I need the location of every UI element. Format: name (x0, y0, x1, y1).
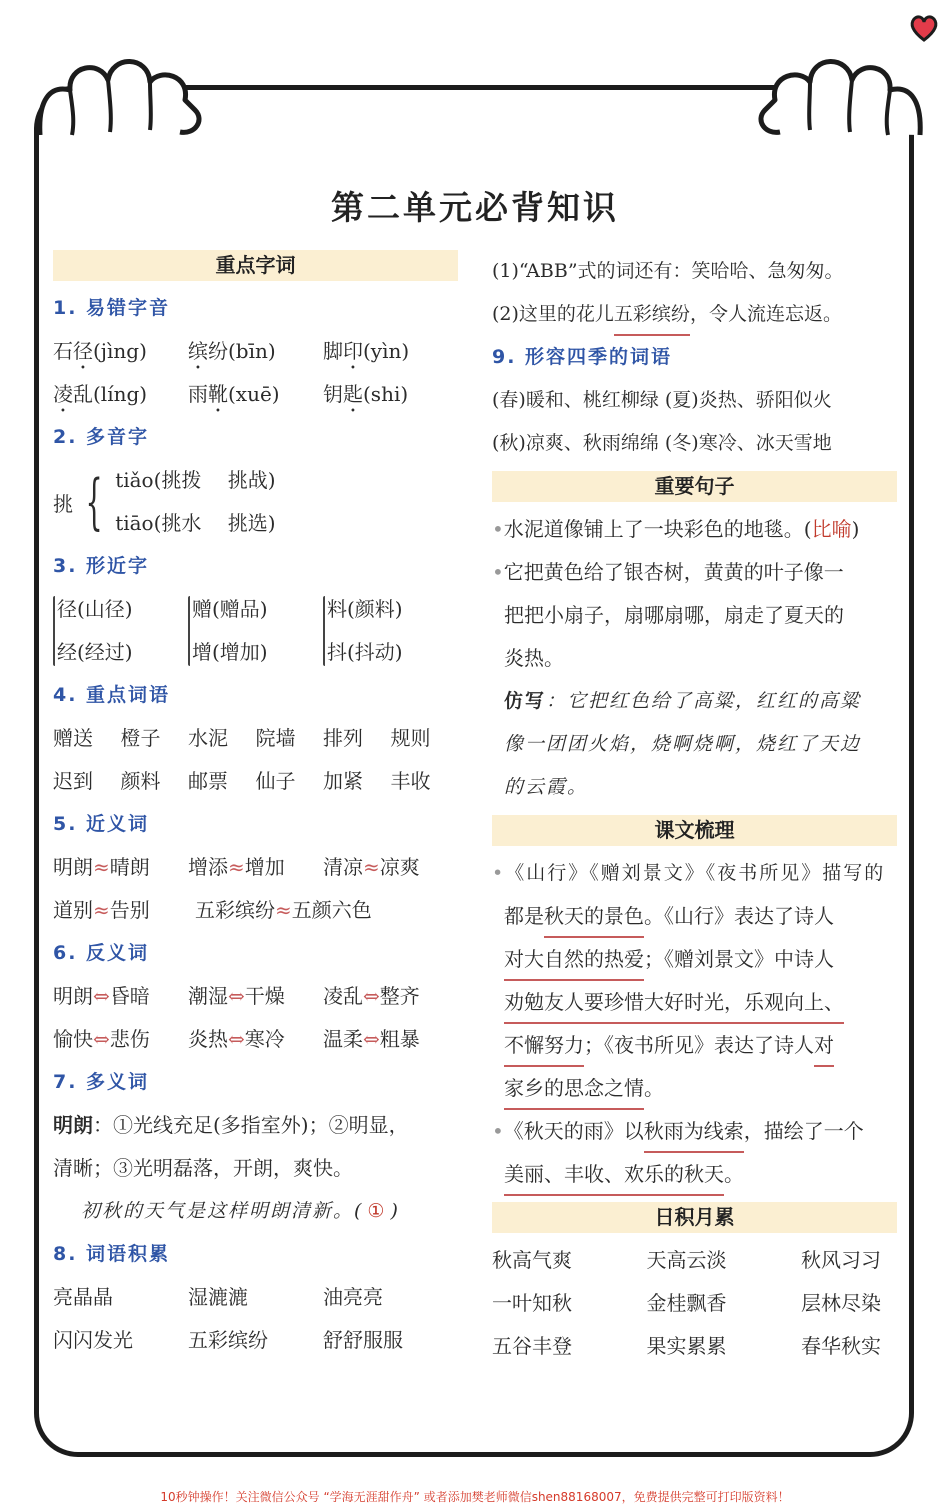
heading-antonyms: 6. 反义词 (53, 942, 150, 964)
idiom: 金桂飘香 (646, 1291, 727, 1315)
word-item: 石径(jìng) (53, 339, 147, 363)
summary-text: 。 (644, 1076, 664, 1100)
idiom: 秋高气爽 (492, 1248, 572, 1272)
phrase: 橙子 (120, 726, 161, 750)
phrase: 水泥 (188, 726, 228, 750)
phrase: 加紧 (323, 769, 363, 793)
summary-line (492, 1110, 897, 1153)
phrase: 仙子 (255, 769, 296, 793)
summary-underline: 对大自然的热爱 (504, 938, 644, 981)
antonym-pair: 明朗⇔昏暗 (53, 984, 150, 1008)
phrase: 院墙 (255, 726, 296, 750)
heading-seasons: 9. 形容四季的词语 (492, 346, 673, 368)
summary-underline: 不懈努力 (504, 1024, 584, 1067)
word-bank-item: 闪闪发光 (53, 1328, 133, 1352)
word-bank-item: 油亮亮 (323, 1285, 383, 1309)
summary-line (492, 1153, 897, 1196)
bullet-icon: • (492, 560, 504, 584)
summary-line (492, 852, 897, 895)
summary-underline: 美丽、丰收、欢乐的秋天 (504, 1153, 724, 1196)
word-bank-item: 五彩缤纷 (188, 1328, 268, 1352)
similar-char: 增(增加) (192, 640, 268, 664)
figure-of-speech-tag: 比喻 (811, 517, 852, 541)
antonym-row (53, 975, 458, 1018)
synonym-row (53, 889, 458, 932)
section-band-sentences: 重要句子 (492, 471, 897, 502)
example-text: 初秋的天气是这样明朗清新。( (81, 1200, 364, 1222)
word-item: 雨靴(xuē) (188, 382, 280, 406)
phrase: 迟到 (53, 769, 93, 793)
word-bank-row (53, 1276, 458, 1319)
brace-icon (53, 596, 55, 666)
antonym-pair: 凌乱⇔整齐 (323, 984, 420, 1008)
pronunciation-row (53, 330, 458, 373)
synonym-pair: 五彩缤纷≈五颜六色 (195, 898, 372, 922)
similar-char: 经(经过) (57, 640, 133, 664)
phrase: 丰收 (390, 769, 431, 793)
idiom-row (492, 1239, 897, 1282)
summary-text: 《秋天的雨》以 (503, 1119, 644, 1143)
key-phrases-row (53, 760, 458, 803)
summary-underline: 秋天的景色 (544, 895, 644, 938)
idiom: 一叶知秋 (492, 1291, 572, 1315)
section-band-key-words: 重点字词 (53, 250, 458, 281)
similar-char: 料(颜料) (327, 597, 403, 621)
heading-word-bank: 8. 词语积累 (53, 1243, 171, 1265)
polysemy-definition (53, 1104, 458, 1147)
sentence-close: ) (851, 517, 860, 541)
polyphone-char: 挑 (53, 491, 73, 516)
idiom: 果实累累 (646, 1334, 727, 1358)
word-bank-item: 湿漉漉 (188, 1285, 248, 1309)
abb-line (492, 293, 897, 336)
polyphone-line: tiāo(挑水 挑选) (115, 511, 276, 535)
similar-char: 抖(抖动) (327, 640, 403, 664)
summary-text: ；《夜书所见》表达了诗人 (584, 1033, 814, 1057)
heading-similar-chars: 3. 形近字 (53, 555, 150, 577)
example-close: ) (390, 1200, 400, 1222)
sentence-line (492, 508, 897, 551)
similar-chars-group (323, 588, 458, 674)
polyphone-group (53, 459, 458, 545)
synonym-pair: 明朗≈晴朗 (53, 855, 150, 879)
similar-chars-group (53, 588, 188, 674)
word-item: 钥匙(shi) (323, 382, 409, 406)
heart-icon (908, 12, 940, 44)
left-column (53, 250, 458, 1362)
pronunciation-row (53, 373, 458, 416)
idiom-row (492, 1282, 897, 1325)
sentence-line: 把把小扇子，扇哪扇哪，扇走了夏天的 (504, 603, 844, 627)
sentence-text: 水泥道像铺上了一块彩色的地毯。( (503, 517, 812, 541)
phrase: 排列 (323, 726, 363, 750)
word-bank-item: 亮晶晶 (53, 1285, 113, 1309)
similar-chars-group (188, 588, 323, 674)
idiom-row (492, 1325, 897, 1368)
example-answer: ① (367, 1200, 387, 1222)
abb-text: (2)这里的花儿 (492, 303, 614, 325)
brace-icon: { (85, 467, 103, 537)
abb-underline: 五彩缤纷 (614, 293, 690, 336)
polysemy-term: 明朗 (53, 1113, 93, 1137)
right-column (492, 250, 897, 1368)
similar-char: 赠(赠品) (192, 597, 268, 621)
right-hand-decoration (740, 40, 930, 140)
heading-synonyms: 5. 近义词 (53, 813, 150, 835)
summary-line (492, 1024, 897, 1067)
key-phrases-row (53, 717, 458, 760)
seasons-line: (春)暖和、桃红柳绿 (夏)炎热、骄阳似火 (492, 389, 832, 411)
idiom: 天高云淡 (646, 1248, 727, 1272)
idiom: 春华秋实 (801, 1334, 881, 1358)
synonym-row (53, 846, 458, 889)
seasons-line: (秋)凉爽、秋雨绵绵 (冬)寒冷、冰天雪地 (492, 432, 832, 454)
summary-underline: 家乡的思念之情 (504, 1067, 644, 1110)
summary-line (492, 981, 897, 1024)
page-title: 第二单元必背知识 (331, 188, 619, 227)
brace-icon (323, 596, 325, 666)
definition-text: ：①光线充足(多指室外)；②明显， (93, 1113, 409, 1137)
word-item: 脚印(yìn) (323, 339, 410, 363)
bullet-icon: • (492, 517, 504, 541)
summary-text: ；《赠刘景文》中诗人 (644, 947, 834, 971)
summary-text: 。 (724, 1162, 744, 1186)
word-item: 缤纷(bīn) (188, 339, 276, 363)
summary-line (492, 895, 897, 938)
bullet-icon: • (492, 1119, 504, 1143)
similar-char: 径(山径) (57, 597, 133, 621)
summary-line (492, 938, 897, 981)
section-band-text-summary: 课文梳理 (492, 815, 897, 846)
idiom: 秋风习习 (801, 1248, 881, 1272)
summary-text: 。《山行》表达了诗人 (644, 904, 834, 928)
heading-polyphone: 2. 多音字 (53, 426, 150, 448)
antonym-pair: 温柔⇔粗暴 (323, 1027, 420, 1051)
footer-promo: 10秒钟操作！关注微信公众号 “学海无涯甜作舟” 或者添加樊老师微信shen88168007，免费提供完整可打印版资料！ (160, 1490, 790, 1504)
left-hand-decoration (30, 40, 220, 140)
word-bank-row (53, 1319, 458, 1362)
summary-text: ，描绘了一个 (743, 1119, 864, 1143)
heading-polysemy: 7. 多义词 (53, 1071, 150, 1093)
polyphone-line: tiǎo(挑拨 挑战) (115, 468, 276, 492)
sentence-text: 它把黄色给了银杏树，黄黄的叶子像一 (503, 560, 844, 584)
heading-key-phrases: 4. 重点词语 (53, 684, 171, 706)
polysemy-definition: 清晰；③光明磊落，开朗，爽快。 (53, 1156, 353, 1180)
summary-underline: 对 (814, 1024, 834, 1067)
polysemy-example (53, 1190, 458, 1233)
antonym-pair: 潮湿⇔干燥 (188, 984, 285, 1008)
brace-icon (188, 596, 190, 666)
synonym-pair: 增添≈增加 (188, 855, 285, 879)
summary-text: 《山行》《赠刘景文》《夜书所见》描写的 (505, 862, 886, 884)
phrase: 颜料 (120, 769, 161, 793)
abb-line: (1)“ABB”式的词还有：笑哈哈、急匆匆。 (492, 260, 844, 282)
summary-line (492, 1067, 897, 1110)
imitation-label: 仿写 (504, 690, 547, 712)
phrase: 邮票 (188, 769, 228, 793)
synonym-pair: 道别≈告别 (53, 898, 150, 922)
antonym-pair: 愉快⇔悲伤 (53, 1027, 150, 1051)
summary-underline: 秋雨为线索 (644, 1110, 744, 1153)
phrase: 赠送 (53, 726, 93, 750)
imitation-line: 像一团团火焰，烧啊烧啊，烧红了天边 (504, 733, 862, 755)
bullet-icon: • (492, 862, 506, 884)
imitation-line (492, 680, 897, 723)
idiom: 五谷丰登 (492, 1334, 572, 1358)
imitation-line: 的云霞。 (504, 776, 589, 798)
idiom: 层林尽染 (801, 1291, 881, 1315)
word-item: 凌乱(líng) (53, 382, 148, 406)
heading-pronunciation: 1. 易错字音 (53, 297, 171, 319)
similar-chars-row (53, 588, 458, 674)
word-bank-item: 舒舒服服 (323, 1328, 403, 1352)
summary-underline: 劝勉友人要珍惜大好时光，乐观向上、 (504, 981, 844, 1024)
phrase: 规则 (390, 726, 431, 750)
antonym-row (53, 1018, 458, 1061)
section-band-idioms: 日积月累 (492, 1202, 897, 1233)
imitation-text: ：它把红色给了高粱，红红的高粱 (546, 690, 862, 712)
sentence-line: 炎热。 (504, 646, 564, 670)
antonym-pair: 炎热⇔寒冷 (188, 1027, 285, 1051)
summary-text: 都是 (504, 904, 544, 928)
abb-text: ，令人流连忘返。 (689, 303, 842, 325)
sentence-line (492, 551, 897, 594)
synonym-pair: 清凉≈凉爽 (323, 855, 420, 879)
